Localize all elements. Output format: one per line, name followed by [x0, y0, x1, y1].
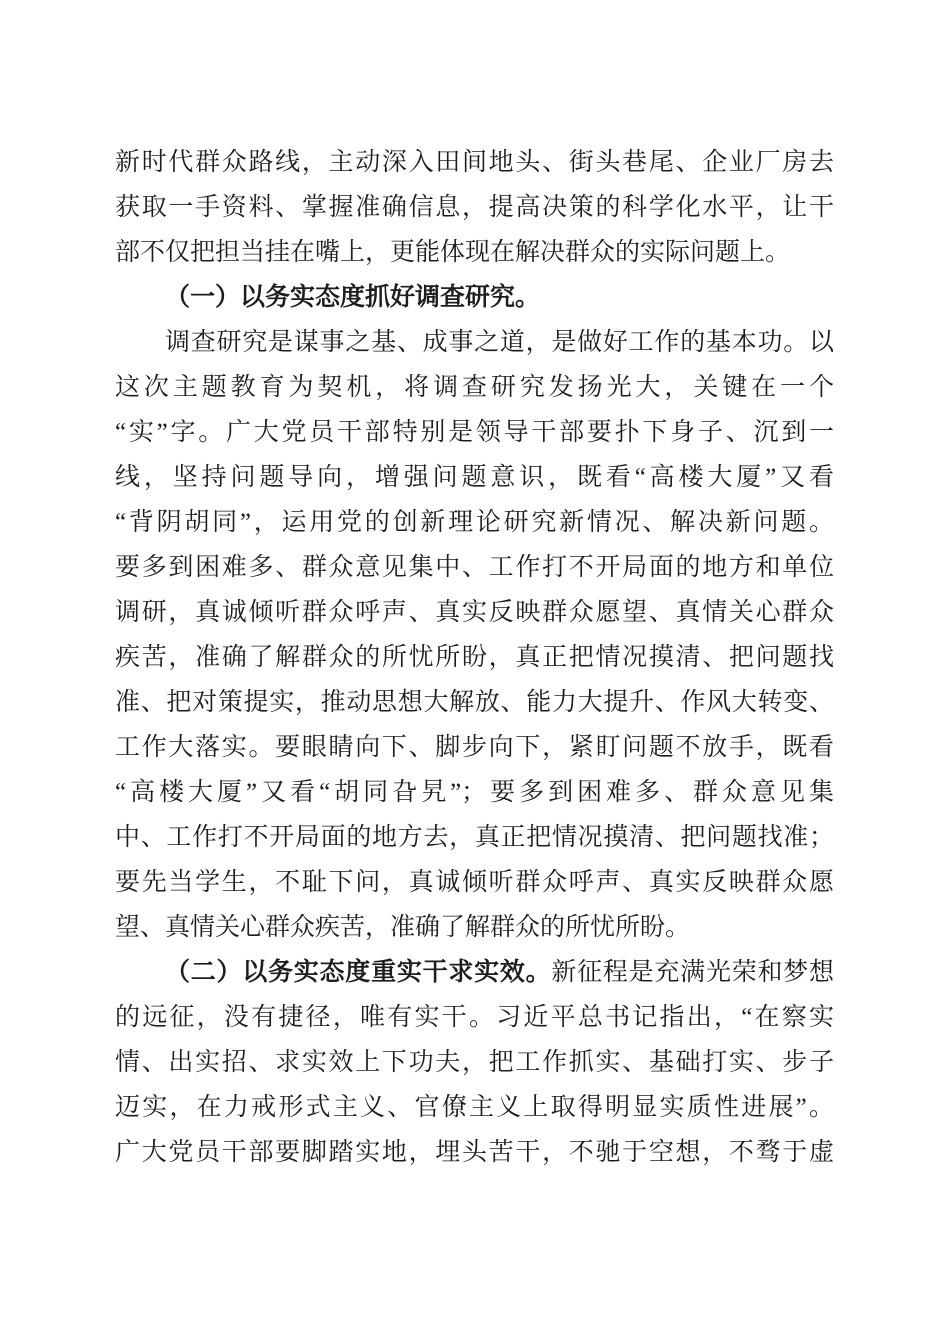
text-line — [115, 140, 834, 185]
line-text: 调研，真诚倾听群众呼声、真实反映群众愿望、真情关心群众 — [115, 599, 834, 626]
text-line — [115, 1130, 834, 1175]
text-line — [115, 815, 834, 860]
text-line — [115, 455, 834, 500]
line-text: 广大党员干部要脚踏实地，埋头苦干，不驰于空想，不骛于虚 — [115, 1139, 834, 1166]
text-line — [115, 995, 834, 1040]
text-line — [115, 500, 834, 545]
line-text: 获取一手资料、掌握准确信息，提高决策的科学化水平，让干 — [115, 194, 834, 221]
line-text: 部不仅把担当挂在嘴上，更能体现在解决群众的实际问题上。 — [115, 239, 791, 266]
line-text: 情、出实招、求实效上下功夫，把工作抓实、基础打实、步子 — [115, 1049, 834, 1076]
heading-line — [115, 950, 834, 995]
text-line — [115, 230, 834, 275]
line-text: 望、真情关心群众疾苦，准确了解群众的所忧所盼。 — [115, 914, 691, 941]
heading-line — [115, 275, 834, 320]
line-text: 这次主题教育为契机，将调查研究发扬光大，关键在一个 — [115, 374, 834, 401]
line-text: 要先当学生，不耻下问，真诚倾听群众呼声、真实反映群众愿 — [115, 869, 834, 896]
line-text: 调查研究是谋事之基、成事之道，是做好工作的基本功。以 — [165, 329, 834, 356]
text-line — [115, 1085, 834, 1130]
text-line — [115, 680, 834, 725]
text-line — [115, 1040, 834, 1085]
text-line — [115, 365, 834, 410]
line-text: “实”字。广大党员干部特别是领导干部要扑下身子、沉到一 — [115, 419, 834, 446]
text-line — [115, 590, 834, 635]
line-text: 新时代群众路线，主动深入田间地头、街头巷尾、企业厂房去 — [115, 149, 834, 176]
line-text: 中、工作打不开局面的地方去，真正把情况摸清、把问题找准； — [115, 824, 834, 851]
line-text: 的远征，没有捷径，唯有实干。习近平总书记指出，“在察实 — [115, 1004, 834, 1031]
line-text: 要多到困难多、群众意见集中、工作打不开局面的地方和单位 — [115, 554, 834, 581]
line-text: “背阴胡同”，运用党的创新理论研究新情况、解决新问题。 — [115, 509, 834, 536]
document-text-block — [115, 140, 834, 1175]
line-text: 迈实，在力戒形式主义、官僚主义上取得明显实质性进展”。 — [115, 1094, 834, 1121]
text-line — [115, 725, 834, 770]
text-line — [115, 635, 834, 680]
line-text: 准、把对策提实，推动思想大解放、能力大提升、作风大转变、 — [115, 689, 834, 716]
text-line — [115, 860, 834, 905]
text-line — [115, 545, 834, 590]
line-text: 新征程是充满光荣和梦想 — [551, 959, 834, 986]
heading-text: （二）以务实态度重实干求实效。 — [165, 959, 552, 986]
text-line — [115, 410, 834, 455]
text-line — [115, 905, 834, 950]
line-text: 疾苦，准确了解群众的所忧所盼，真正把情况摸清、把问题找 — [115, 644, 834, 671]
line-text: “高楼大厦”又看“胡同旮旯”；要多到困难多、群众意见集 — [115, 779, 834, 806]
text-line — [115, 185, 834, 230]
text-line — [115, 320, 834, 365]
line-text: 线，坚持问题导向，增强问题意识，既看“高楼大厦”又看 — [115, 464, 834, 491]
line-text: 工作大落实。要眼睛向下、脚步向下，紧盯问题不放手，既看 — [115, 734, 834, 761]
text-line — [115, 770, 834, 815]
line-text: （一）以务实态度抓好调查研究。 — [165, 284, 541, 311]
